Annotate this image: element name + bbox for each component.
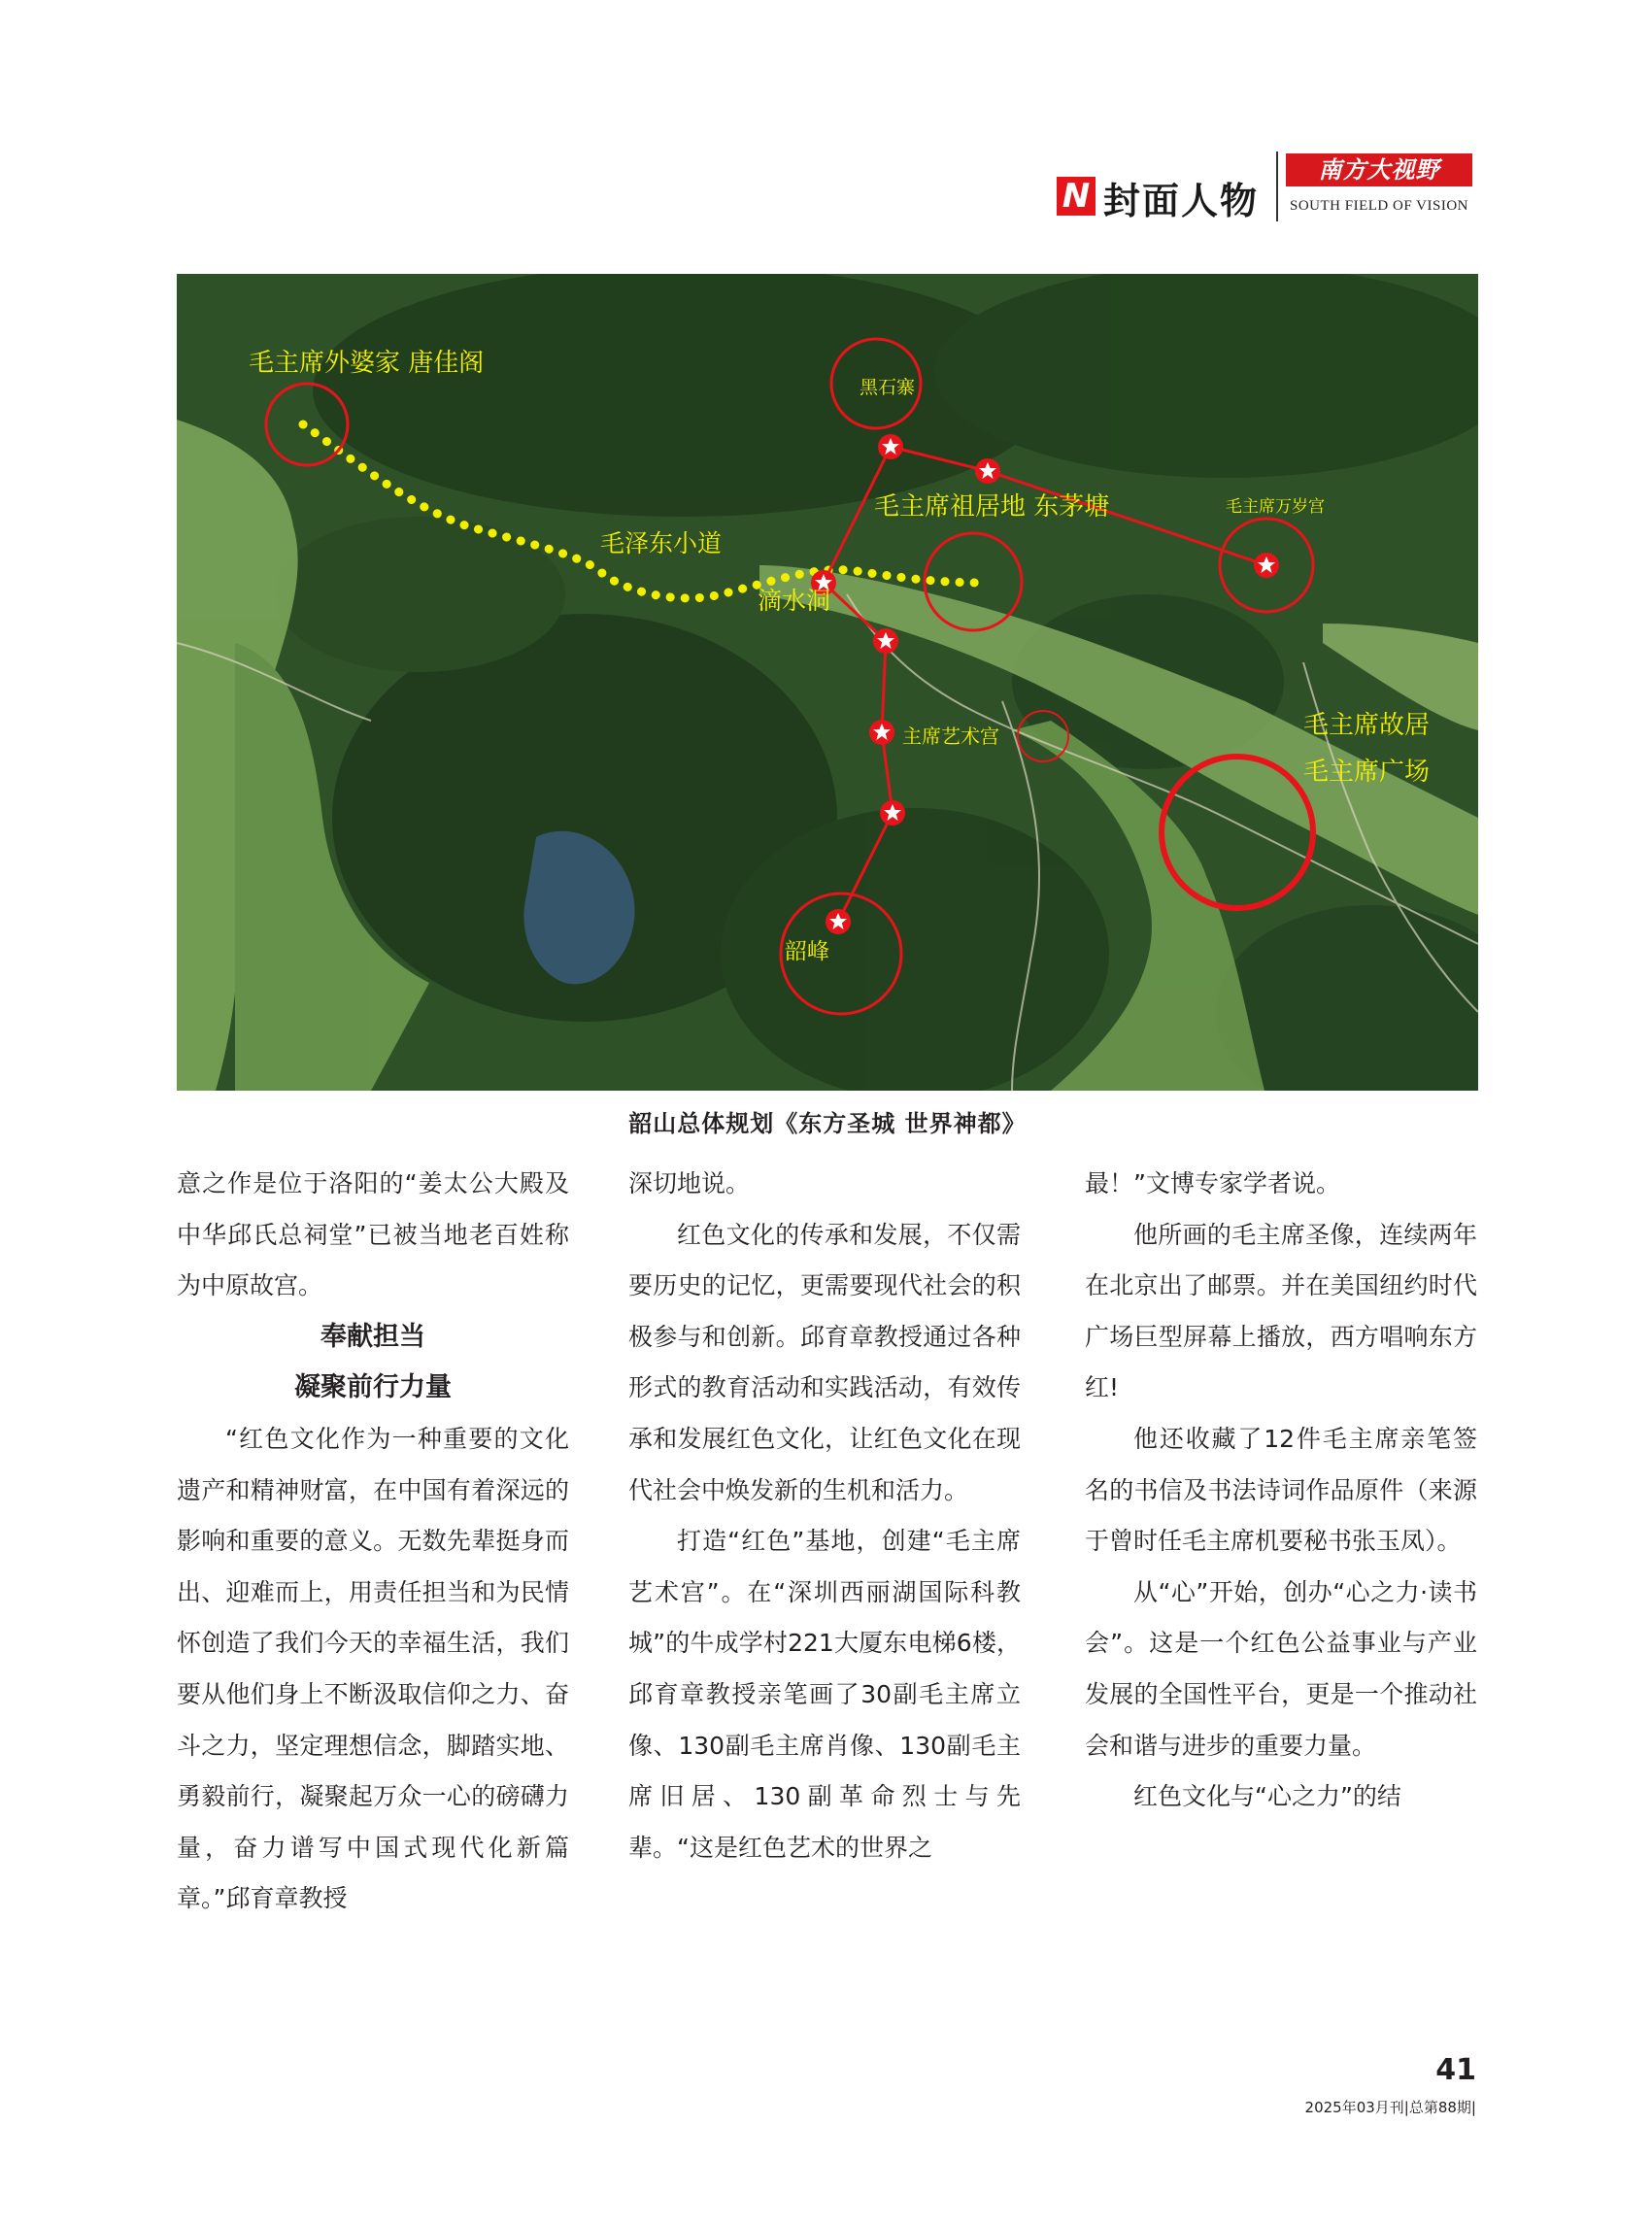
star-icon [975, 458, 1000, 484]
page-number: 41 [1435, 2053, 1476, 2087]
label-dishuidong: 滴水洞 [758, 587, 831, 615]
label-grandma-home: 毛主席外婆家 唐佳阁 [249, 349, 485, 378]
paragraph: 红色文化的传承和发展，不仅需要历史的记忆，更需要现代社会的积极参与和创新。邱育章教授通过各种形式的教育活动和实践活动，有效传承和发展红色文化，让红色文化在现代社会中焕发新的生机和活力。 [628, 1220, 1021, 1504]
section-subheading: 凝聚前行力量 [294, 1372, 452, 1403]
star-icon [1254, 553, 1279, 578]
satellite-map [177, 274, 1478, 1091]
star-icon [878, 434, 903, 459]
brand-logo-en: SOUTH FIELD OF VISION [1290, 198, 1468, 214]
issue-info: 2025年03月刊|总第88期| [1304, 2099, 1476, 2116]
paragraph: 最！”文博专家学者说。 [1085, 1169, 1340, 1197]
paragraph: 他所画的毛主席圣像，连续两年在北京出了邮票。并在美国纽约时代广场巨型屏幕上播放，西方唱响东方红! [1085, 1220, 1477, 1402]
n-logo-icon: N [1057, 177, 1096, 216]
label-heishizhai: 黑石寨 [860, 377, 916, 398]
text-column-3 [1085, 1159, 1477, 1823]
paragraph: 意之作是位于洛阳的“姜太公大殿及中华邱氏总祠堂”已被当地老百姓称为中原故宫。 [177, 1169, 569, 1300]
brand-logo-cn: 南方大视野 [1286, 153, 1472, 186]
text-column-1 [177, 1159, 569, 1925]
label-trail: 毛泽东小道 [600, 529, 723, 557]
text-column-2 [628, 1159, 1021, 1873]
star-icon [880, 800, 905, 826]
star-icon [869, 720, 894, 745]
label-former-residence: 毛主席故居 [1303, 711, 1431, 740]
paragraph: 打造“红色”基地，创建“毛主席艺术宫”。在“深圳西丽湖国际科教城”的牛成学村221大厦东电梯6楼，邱育章教授亲笔画了30副毛主席立像、130副毛主席肖像、130副毛主席旧居、130副革命烈士与先辈。“这是红色艺术的世界之 [628, 1527, 1021, 1862]
star-icon [873, 628, 898, 654]
label-zuju: 毛主席祖居地 东茅塘 [874, 492, 1110, 522]
header-divider [1276, 152, 1278, 221]
paragraph: 深切地说。 [628, 1169, 751, 1197]
section-subheading: 奉献担当 [320, 1321, 425, 1352]
paragraph: 从“心”开始，创办“心之力·读书会”。这是一个红色公益事业与产业发展的全国性平台，更是一个推动社会和谐与进步的重要力量。 [1085, 1577, 1477, 1760]
star-icon [826, 909, 851, 934]
label-wansui: 毛主席万岁宫 [1226, 497, 1325, 517]
figure-caption: 韶山总体规划《东方圣城 世界神都》 [628, 1110, 1027, 1137]
paragraph: 红色文化与“心之力”的结 [1133, 1782, 1401, 1811]
magazine-header [1057, 148, 1472, 221]
section-title: 封面人物 [1103, 180, 1260, 222]
paragraph: “红色文化作为一种重要的文化遗产和精神财富，在中国有着深远的影响和重要的意义。无数先辈挺身而出、迎难而上，用责任担当和为民情怀创造了我们今天的幸福生活，我们要从他们身上不断汲取信仰之力、奋斗之力，坚定理想信念，脚踏实地、勇毅前行，凝聚起万众一心的磅礴力量，奋力谱写中国式现代化新篇章。”邱育章教授 [177, 1424, 569, 1913]
label-art-palace: 主席艺术宫 [902, 725, 999, 748]
label-square: 毛主席广场 [1303, 758, 1431, 787]
paragraph: 他还收藏了12件毛主席亲笔签名的书信及书法诗词作品原件（来源于曾时任毛主席机要秘书张玉凤）。 [1085, 1424, 1477, 1556]
label-shaofeng: 韶峰 [785, 939, 829, 964]
